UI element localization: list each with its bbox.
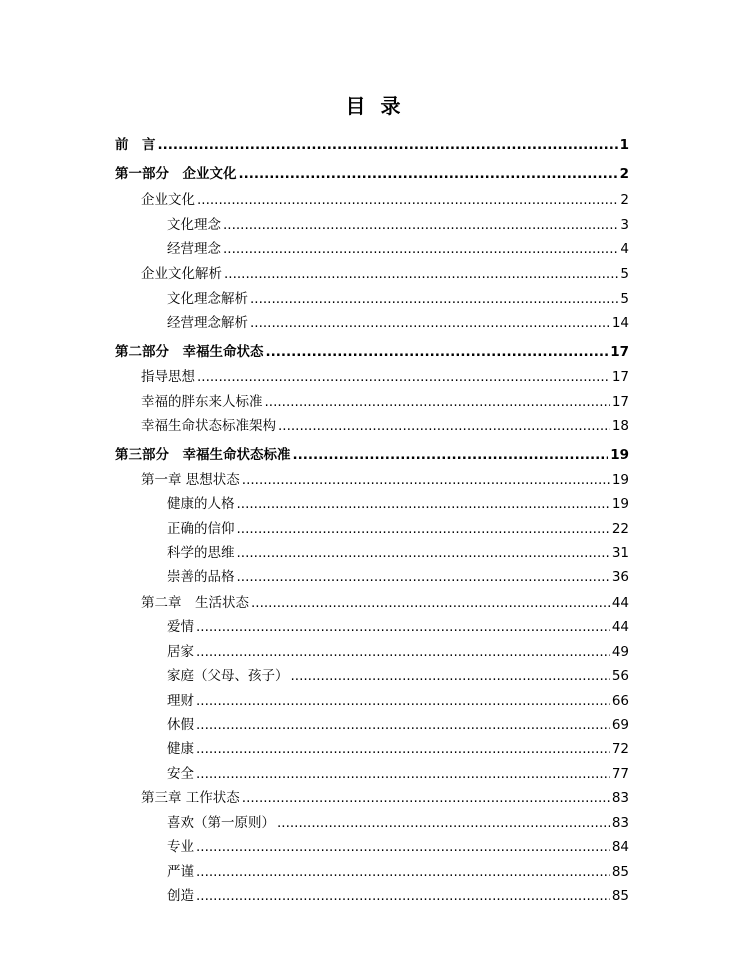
toc-entry-page-number: 14 [611,315,629,331]
toc-entry-page-number: 49 [611,644,629,660]
toc-entry-page-number: 31 [611,545,629,561]
toc-entry-label: 企业文化 [141,192,195,208]
toc-entry-label: 经营理念解析 [167,315,248,331]
toc-leader-dots [242,471,610,489]
toc-leader-dots [196,863,610,881]
toc-entry-page-number: 22 [611,521,629,537]
toc-leader-dots [197,368,610,386]
toc-entry-label: 健康 [167,741,194,757]
toc-entry-page-number: 84 [611,839,629,855]
toc-leader-dots [196,692,610,710]
toc-leader-dots [224,265,618,283]
toc-entry-label: 创造 [167,888,194,904]
toc-entry-page-number: 56 [611,668,629,684]
toc-leader-dots [158,136,618,154]
toc-entry[interactable] [167,838,629,856]
toc-entry-label: 喜欢（第一原则） [167,815,275,831]
toc-entry-label: 安全 [167,766,194,782]
toc-leader-dots [196,618,610,636]
toc-leader-dots [223,216,618,234]
toc-entry[interactable] [115,136,629,154]
toc-leader-dots [196,643,610,661]
toc-leader-dots [237,544,610,562]
toc-entry[interactable] [167,216,629,234]
toc-entry-label: 指导思想 [141,369,195,385]
toc-entry[interactable] [141,393,629,411]
toc-entry[interactable] [141,417,629,435]
toc-leader-dots [196,765,610,783]
toc-entry[interactable] [167,290,629,308]
toc-leader-dots [237,520,610,538]
toc-entry-label: 第一部分 企业文化 [115,166,237,182]
toc-entry-label: 文化理念 [167,217,221,233]
toc-entry-page-number: 83 [611,815,629,831]
toc-entry-page-number: 19 [611,472,629,488]
toc-entry-label: 休假 [167,717,194,733]
toc-entry[interactable] [167,765,629,783]
toc-entry[interactable] [115,446,629,464]
toc-entry-page-number: 5 [620,291,629,307]
toc-entry[interactable] [167,568,629,586]
toc-entry-label: 健康的人格 [167,496,235,512]
toc-entry-page-number: 5 [620,266,629,282]
toc-entry-label: 前 言 [115,137,156,153]
toc-entry-label: 科学的思维 [167,545,235,561]
toc-entry[interactable] [167,887,629,905]
toc-entry-label: 第一章 思想状态 [141,472,240,488]
toc-leader-dots [291,667,610,685]
toc-entry[interactable] [141,191,629,209]
toc-leader-dots [196,838,610,856]
toc-entry-page-number: 3 [620,217,629,233]
toc-entry-page-number: 19 [611,496,629,512]
toc-entry[interactable] [141,594,629,612]
toc-entry-label: 专业 [167,839,194,855]
toc-entry[interactable] [115,165,629,183]
toc-entry-page-number: 44 [611,619,629,635]
toc-leader-dots [242,789,610,807]
toc-entry-page-number: 36 [611,569,629,585]
toc-entry[interactable] [167,544,629,562]
toc-entry-page-number: 17 [611,369,629,385]
toc-entry-label: 文化理念解析 [167,291,248,307]
toc-entry[interactable] [167,240,629,258]
toc-entry-label: 经营理念 [167,241,221,257]
toc-entry[interactable] [167,643,629,661]
toc-entry-label: 居家 [167,644,194,660]
toc-leader-dots [266,343,609,361]
toc-entry-page-number: 66 [611,693,629,709]
toc-entry-page-number: 4 [620,241,629,257]
toc-entry-page-number: 69 [611,717,629,733]
toc-entry-page-number: 85 [611,888,629,904]
toc-leader-dots [239,165,618,183]
toc-entry[interactable] [167,495,629,513]
toc-entry-label: 崇善的品格 [167,569,235,585]
toc-entry-page-number: 1 [619,137,629,153]
toc-entry-label: 第二部分 幸福生命状态 [115,344,264,360]
toc-entry[interactable] [167,863,629,881]
toc-leader-dots [196,887,610,905]
toc-entry-page-number: 85 [611,864,629,880]
toc-leader-dots [250,314,610,332]
toc-entry[interactable] [167,814,629,832]
toc-entry-label: 幸福的胖东来人标准 [141,394,263,410]
toc-entry-page-number: 72 [611,741,629,757]
toc-entry-page-number: 2 [620,192,629,208]
toc-leader-dots [237,568,610,586]
toc-entry-page-number: 77 [611,766,629,782]
toc-entry-page-number: 17 [611,394,629,410]
toc-leader-dots [278,417,610,435]
toc-leader-dots [250,290,618,308]
toc-entry[interactable] [141,265,629,283]
toc-entry-label: 正确的信仰 [167,521,235,537]
toc-entry-label: 企业文化解析 [141,266,222,282]
toc-entry[interactable] [167,520,629,538]
toc-leader-dots [196,740,610,758]
toc-leader-dots [237,495,610,513]
toc-entry-page-number: 18 [611,418,629,434]
toc-leader-dots [196,716,610,734]
toc-entry[interactable] [141,471,629,489]
toc-entry[interactable] [167,716,629,734]
page-title: 目 录 [345,94,405,118]
toc-entry[interactable] [141,368,629,386]
toc-entry[interactable] [115,343,629,361]
toc-entry-label: 爱情 [167,619,194,635]
toc-entry[interactable] [167,667,629,685]
toc-leader-dots [223,240,618,258]
toc-entry-label: 严谨 [167,864,194,880]
toc-entry[interactable] [167,618,629,636]
toc-entry[interactable] [167,692,629,710]
toc-entry-label: 第三章 工作状态 [141,790,240,806]
toc-leader-dots [265,393,610,411]
toc-entry-page-number: 2 [619,166,629,182]
toc-entry-page-number: 19 [610,447,629,463]
toc-entry-label: 家庭（父母、孩子） [167,668,289,684]
toc-entry-label: 第二章 生活状态 [141,595,249,611]
toc-entry[interactable] [167,314,629,332]
toc-leader-dots [251,594,610,612]
toc-leader-dots [197,191,618,209]
toc-entry-page-number: 83 [611,790,629,806]
toc-entry-page-number: 17 [610,344,629,360]
toc-entry-label: 幸福生命状态标准架构 [141,418,276,434]
toc-entry-label: 理财 [167,693,194,709]
toc-entry[interactable] [167,740,629,758]
toc-entry[interactable] [141,789,629,807]
toc-entry-label: 第三部分 幸福生命状态标准 [115,447,291,463]
toc-leader-dots [277,814,610,832]
toc-entry-page-number: 44 [611,595,629,611]
toc-leader-dots [293,446,609,464]
